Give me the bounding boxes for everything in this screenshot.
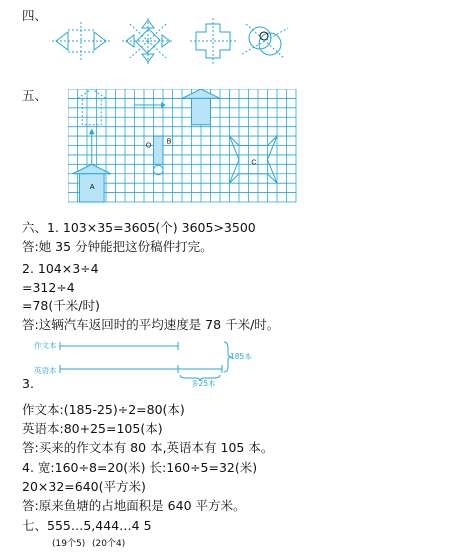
house-right-body bbox=[192, 98, 211, 124]
figure-2 bbox=[122, 18, 174, 64]
house-right-roof bbox=[182, 89, 220, 98]
q6-line-10: 答:买来的作文本有 80 本,英语本有 105 本。 bbox=[22, 440, 274, 455]
q6-line-4: =312÷4 bbox=[22, 280, 75, 295]
arrow-right-head bbox=[161, 102, 166, 108]
grid-drawing bbox=[68, 89, 298, 204]
diagram-diff: 多25本 bbox=[191, 379, 216, 388]
q7-note-19: (19个5) bbox=[52, 539, 86, 549]
q6-line-3: 2. 104×3÷4 bbox=[22, 261, 99, 276]
figure-4 bbox=[242, 24, 288, 58]
section-5-label: 五、 bbox=[22, 88, 48, 103]
q6-line-13: 答:原来鱼塘的占地面积是 640 平方米。 bbox=[22, 498, 246, 513]
q7-line: 七、555…5,444…4 5 bbox=[22, 518, 152, 533]
diagram-total: 185本 bbox=[230, 352, 252, 361]
q6-line-5: =78(千米/时) bbox=[22, 298, 100, 313]
q6-line-12: 20×32=640(平方米) bbox=[22, 479, 146, 494]
shape-b-vertical bbox=[154, 136, 164, 164]
q6-line-1: 六、1. 103×35=3605(个) 3605>3500 bbox=[22, 220, 256, 235]
q6-line-8: 作文本:(185-25)÷2=80(本) bbox=[22, 402, 185, 417]
dashed-house-roof bbox=[78, 89, 107, 98]
house-a-roof bbox=[73, 164, 111, 173]
shape-b-circle bbox=[154, 165, 164, 175]
q7-note-20: (20个4) bbox=[92, 539, 126, 549]
section-4-label: 四、 bbox=[22, 8, 48, 23]
figure-3 bbox=[190, 18, 236, 64]
figure-1 bbox=[52, 22, 110, 60]
diagram-label-yingyu: 英语本 bbox=[34, 366, 57, 375]
diagram-label-zuowen: 作文本 bbox=[34, 341, 57, 350]
q6-line-7: 3. bbox=[22, 376, 34, 391]
label-a: A bbox=[89, 183, 95, 191]
q6-line-2: 答:她 35 分钟能把这份稿件打完。 bbox=[22, 239, 213, 254]
dashed-house-body bbox=[82, 98, 101, 124]
arrow-up-head bbox=[89, 129, 95, 135]
symmetry-figures bbox=[50, 18, 310, 64]
q6-line-11: 4. 宽:160÷8=20(米) 长:160÷5=32(米) bbox=[22, 460, 258, 475]
label-b: B bbox=[166, 138, 172, 146]
segment-diagram bbox=[56, 338, 236, 382]
q6-line-9: 英语本:80+25=105(本) bbox=[22, 421, 163, 436]
label-o: O bbox=[145, 142, 152, 150]
label-c: C bbox=[251, 159, 257, 167]
q6-line-6: 答:这辆汽车返回时的平均速度是 78 千米/时。 bbox=[22, 317, 280, 332]
